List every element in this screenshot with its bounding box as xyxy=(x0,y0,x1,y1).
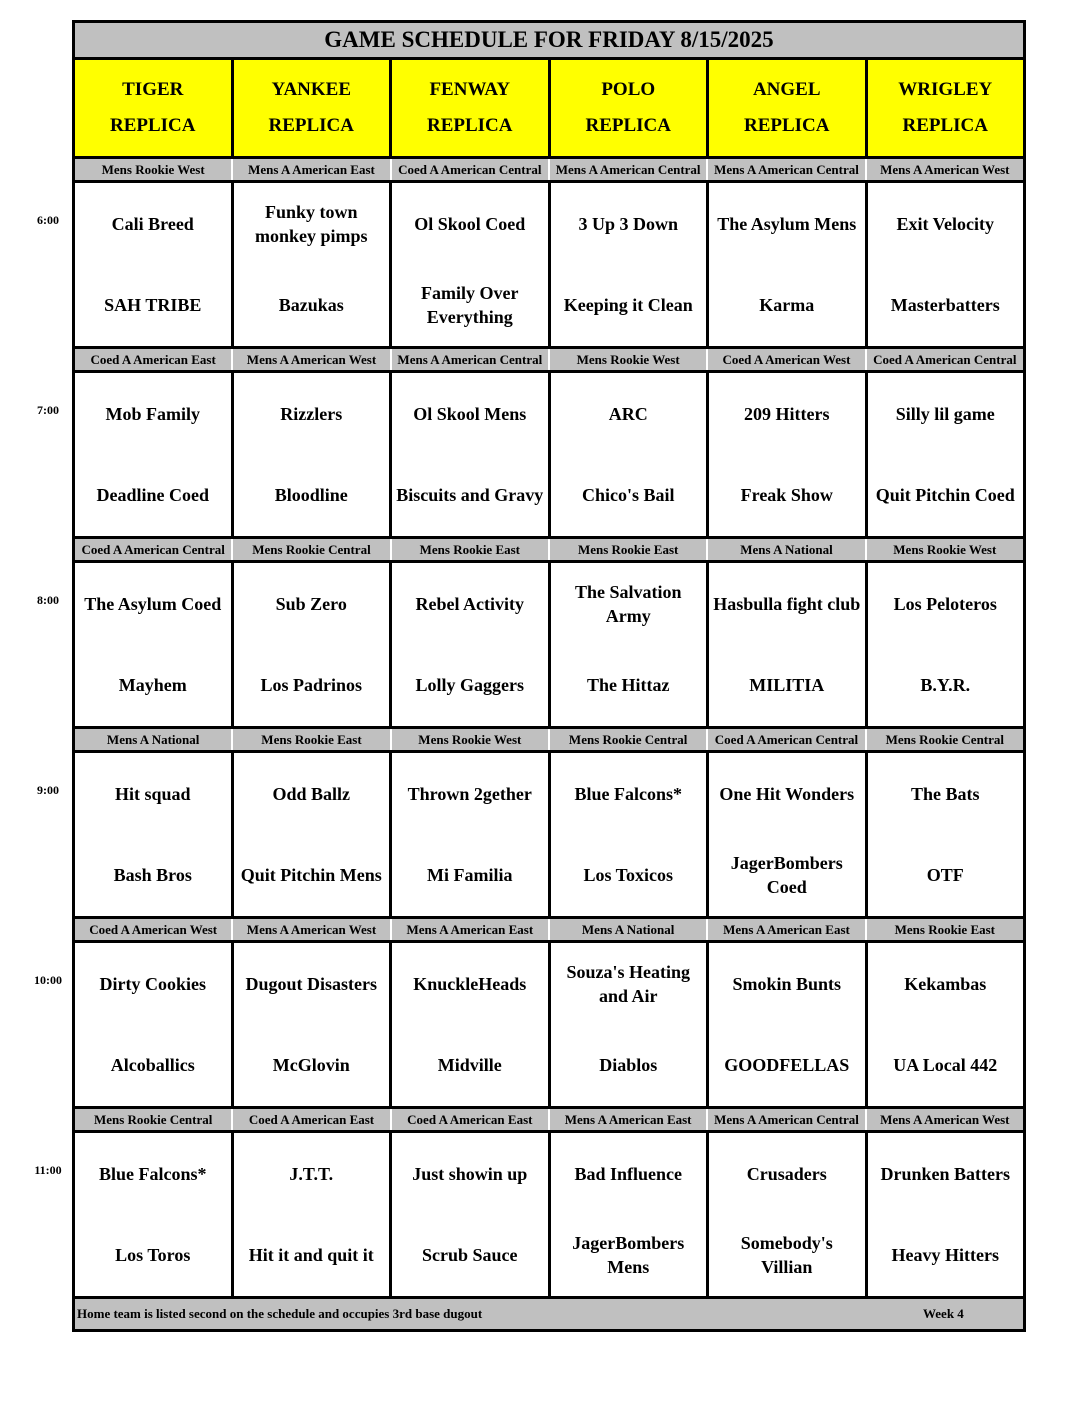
time-label: 10:00 xyxy=(34,973,62,987)
game-cell xyxy=(234,1133,393,1296)
away-team: Blue Falcons* xyxy=(98,1163,207,1184)
games-row xyxy=(75,373,1023,539)
away-team: 209 Hitters xyxy=(744,403,830,424)
division-row xyxy=(75,729,1023,753)
division-label: Mens A American West xyxy=(233,919,391,940)
game-cell xyxy=(75,183,234,346)
home-team: Freak Show xyxy=(740,485,833,506)
away-team: Drunken Batters xyxy=(880,1163,1010,1184)
away-team: 3 Up 3 Down xyxy=(578,213,679,234)
game-cell xyxy=(551,943,710,1106)
away-team: Hit squad xyxy=(114,783,191,804)
field-sub: REPLICA xyxy=(426,115,513,136)
division-label: Mens Rookie Central xyxy=(75,1109,233,1130)
division-label: Coed A American East xyxy=(392,1109,550,1130)
home-team: Heavy Hitters xyxy=(891,1245,999,1266)
game-cell xyxy=(234,183,393,346)
away-team: Ol Skool Coed xyxy=(414,213,526,234)
time-label: 7:00 xyxy=(37,403,59,417)
home-team: Bash Bros xyxy=(113,865,192,886)
field-header-yankee xyxy=(234,60,393,156)
home-team: GOODFELLAS xyxy=(724,1055,850,1076)
division-row xyxy=(75,159,1023,183)
game-cell xyxy=(234,563,393,726)
away-team: Dugout Disasters xyxy=(245,973,377,994)
game-cell xyxy=(868,183,1024,346)
division-label: Mens Rookie Central xyxy=(885,732,1005,747)
away-team: Los Peloteros xyxy=(893,593,997,614)
away-team: The Salvation Army xyxy=(574,581,682,626)
division-label: Coed A American Central xyxy=(75,539,233,560)
time-label: 8:00 xyxy=(37,593,59,607)
home-team: Scrub Sauce xyxy=(421,1245,518,1266)
home-team: JagerBombers Mens xyxy=(572,1233,685,1278)
home-team: Mayhem xyxy=(118,675,187,696)
division-label: Mens Rookie East xyxy=(392,539,550,560)
home-team: JagerBombers Coed xyxy=(730,853,843,898)
division-label: Coed A American Central xyxy=(708,729,866,750)
division-label: Mens Rookie West xyxy=(75,159,233,180)
week-label: Week 4 xyxy=(923,1306,964,1321)
game-cell xyxy=(709,1133,868,1296)
away-team: One Hit Wonders xyxy=(719,783,855,804)
division-label: Mens A American East xyxy=(392,919,550,940)
game-cell xyxy=(868,753,1024,916)
home-team: Quit Pitchin Coed xyxy=(875,485,1015,506)
games-row xyxy=(75,1133,1023,1299)
home-team: Family Over Everything xyxy=(421,283,519,328)
game-cell xyxy=(868,1133,1024,1296)
home-team: Alcoballics xyxy=(110,1055,195,1076)
division-label: Coed A American West xyxy=(708,349,866,370)
game-cell xyxy=(392,373,551,536)
away-team: Crusaders xyxy=(746,1163,827,1184)
field-sub: REPLICA xyxy=(109,115,196,136)
game-cell xyxy=(392,943,551,1106)
division-label: Mens A American East xyxy=(550,1109,708,1130)
division-row xyxy=(75,539,1023,563)
games-row xyxy=(75,753,1023,919)
game-cell xyxy=(709,753,868,916)
away-team: Cali Breed xyxy=(111,213,194,234)
division-row xyxy=(75,919,1023,943)
division-label: Mens A American Central xyxy=(392,349,550,370)
division-label: Coed A American East xyxy=(233,1109,391,1130)
game-cell xyxy=(392,183,551,346)
schedule-footer xyxy=(75,1299,1023,1329)
field-header-fenway xyxy=(392,60,551,156)
field-sub: REPLICA xyxy=(268,115,354,136)
away-team: Hasbulla fight club xyxy=(713,593,861,614)
away-team: Souza's Heating and Air xyxy=(566,961,690,1006)
field-sub: REPLICA xyxy=(902,115,988,136)
home-team: MILITIA xyxy=(749,675,825,696)
home-team: Bloodline xyxy=(274,485,348,506)
game-cell xyxy=(75,563,234,726)
home-team: McGlovin xyxy=(272,1055,350,1076)
field-header-row xyxy=(75,60,1023,159)
field-header-polo xyxy=(551,60,710,156)
home-team: Chico's Bail xyxy=(581,485,675,506)
division-label: Mens A American Central xyxy=(708,159,866,180)
time-label: 9:00 xyxy=(37,783,59,797)
field-name: FENWAY xyxy=(429,79,511,100)
home-team: Deadline Coed xyxy=(96,485,209,506)
away-team: The Bats xyxy=(910,783,980,804)
division-label: Coed A American Central xyxy=(392,159,550,180)
home-team: Bazukas xyxy=(278,295,344,316)
division-label: Mens A American East xyxy=(708,919,866,940)
game-cell xyxy=(75,753,234,916)
page-title: GAME SCHEDULE FOR FRIDAY 8/15/2025 xyxy=(75,23,1023,60)
home-team: Midville xyxy=(437,1055,502,1076)
game-cell xyxy=(234,373,393,536)
away-team: Mob Family xyxy=(105,403,200,424)
time-slots xyxy=(75,159,1023,1299)
home-team: The Hittaz xyxy=(587,675,670,696)
division-label: Mens A American Central xyxy=(708,1109,866,1130)
home-team: SAH TRIBE xyxy=(104,295,202,316)
field-header-angel xyxy=(709,60,868,156)
division-label: Mens Rookie East xyxy=(550,539,708,560)
away-team: Bad Influence xyxy=(574,1163,683,1184)
away-team: Rebel Activity xyxy=(415,593,524,614)
home-team: UA Local 442 xyxy=(893,1055,998,1076)
away-team: ARC xyxy=(608,403,648,424)
away-team: Dirty Cookies xyxy=(99,973,206,994)
field-name: ANGEL xyxy=(752,79,821,100)
away-team: The Asylum Mens xyxy=(717,213,857,234)
home-team: Los Padrinos xyxy=(260,675,363,696)
time-label: 11:00 xyxy=(34,1163,62,1177)
home-team: Mi Familia xyxy=(427,865,513,886)
game-cell xyxy=(868,373,1024,536)
game-cell xyxy=(551,1133,710,1296)
home-team: Biscuits and Gravy xyxy=(396,485,544,506)
games-row xyxy=(75,563,1023,729)
field-name: TIGER xyxy=(122,79,184,100)
away-team: Funky town monkey pimps xyxy=(254,201,368,246)
away-team: Odd Ballz xyxy=(272,783,351,804)
game-cell xyxy=(709,943,868,1106)
away-team: Thrown 2gether xyxy=(407,783,532,804)
away-team: Sub Zero xyxy=(275,593,347,614)
home-team: Lolly Gaggers xyxy=(415,675,524,696)
field-sub: REPLICA xyxy=(585,115,671,136)
home-team: B.Y.R. xyxy=(920,675,971,696)
away-team: The Asylum Coed xyxy=(84,593,222,614)
home-team: Karma xyxy=(759,295,815,316)
game-cell xyxy=(709,373,868,536)
home-team: Los Toros xyxy=(115,1245,191,1266)
division-label: Coed A American East xyxy=(75,349,233,370)
away-team: J.T.T. xyxy=(289,1163,334,1184)
schedule-sheet xyxy=(72,20,1026,1332)
game-cell xyxy=(551,753,710,916)
away-team: Just showin up xyxy=(412,1163,528,1184)
game-cell xyxy=(234,753,393,916)
away-team: KnuckleHeads xyxy=(413,973,527,994)
home-team: OTF xyxy=(926,865,964,886)
division-label: Coed A American West xyxy=(75,919,233,940)
division-row xyxy=(75,349,1023,373)
division-label: Mens Rookie West xyxy=(550,349,708,370)
division-label: Mens A American Central xyxy=(550,159,708,180)
away-team: Blue Falcons* xyxy=(574,783,682,804)
home-team: Hit it and quit it xyxy=(248,1245,374,1266)
away-team: Ol Skool Mens xyxy=(413,403,527,424)
game-cell xyxy=(551,373,710,536)
field-header-wrigley xyxy=(868,60,1024,156)
field-name: WRIGLEY xyxy=(898,79,993,100)
field-sub: REPLICA xyxy=(743,115,830,136)
field-name: POLO xyxy=(601,79,656,100)
division-label: Mens Rookie Central xyxy=(233,539,391,560)
game-cell xyxy=(392,1133,551,1296)
division-label: Mens Rookie Central xyxy=(550,729,708,750)
home-team: Somebody's Villian xyxy=(740,1233,833,1278)
home-team: Masterbatters xyxy=(890,295,1000,316)
game-cell xyxy=(75,1133,234,1296)
division-label: Mens Rookie West xyxy=(392,729,550,750)
field-header-tiger xyxy=(75,60,234,156)
games-row xyxy=(75,183,1023,349)
division-label: Mens A National xyxy=(75,729,233,750)
division-label: Coed A American Central xyxy=(873,352,1017,367)
division-label: Mens A American West xyxy=(880,1112,1010,1127)
home-team: Los Toxicos xyxy=(583,865,674,886)
game-cell xyxy=(392,563,551,726)
away-team: Silly lil game xyxy=(895,403,995,424)
game-cell xyxy=(709,563,868,726)
game-cell xyxy=(868,563,1024,726)
away-team: Exit Velocity xyxy=(896,213,994,234)
home-team: Quit Pitchin Mens xyxy=(240,865,382,886)
field-name: YANKEE xyxy=(271,79,352,100)
division-label: Mens A American West xyxy=(880,162,1010,177)
game-cell xyxy=(551,563,710,726)
game-cell xyxy=(709,183,868,346)
division-label: Mens A National xyxy=(550,919,708,940)
game-cell xyxy=(868,943,1024,1106)
home-team: Diablos xyxy=(599,1055,658,1076)
division-label: Mens A American East xyxy=(233,159,391,180)
game-cell xyxy=(392,753,551,916)
division-label: Mens A American West xyxy=(233,349,391,370)
games-row xyxy=(75,943,1023,1109)
division-label: Mens Rookie West xyxy=(893,542,997,557)
division-label: Mens Rookie East xyxy=(894,922,995,937)
division-row xyxy=(75,1109,1023,1133)
division-label: Mens Rookie East xyxy=(233,729,391,750)
home-team: Keeping it Clean xyxy=(563,295,693,316)
game-cell xyxy=(234,943,393,1106)
away-team: Smokin Bunts xyxy=(732,973,842,994)
away-team: Rizzlers xyxy=(280,403,343,424)
game-cell xyxy=(75,943,234,1106)
game-cell xyxy=(75,373,234,536)
division-label: Mens A National xyxy=(708,539,866,560)
away-team: Kekambas xyxy=(904,973,987,994)
footer-note: Home team is listed second on the schedule and occupies 3rd base dugout xyxy=(77,1306,483,1321)
game-cell xyxy=(551,183,710,346)
time-label: 6:00 xyxy=(37,213,59,227)
